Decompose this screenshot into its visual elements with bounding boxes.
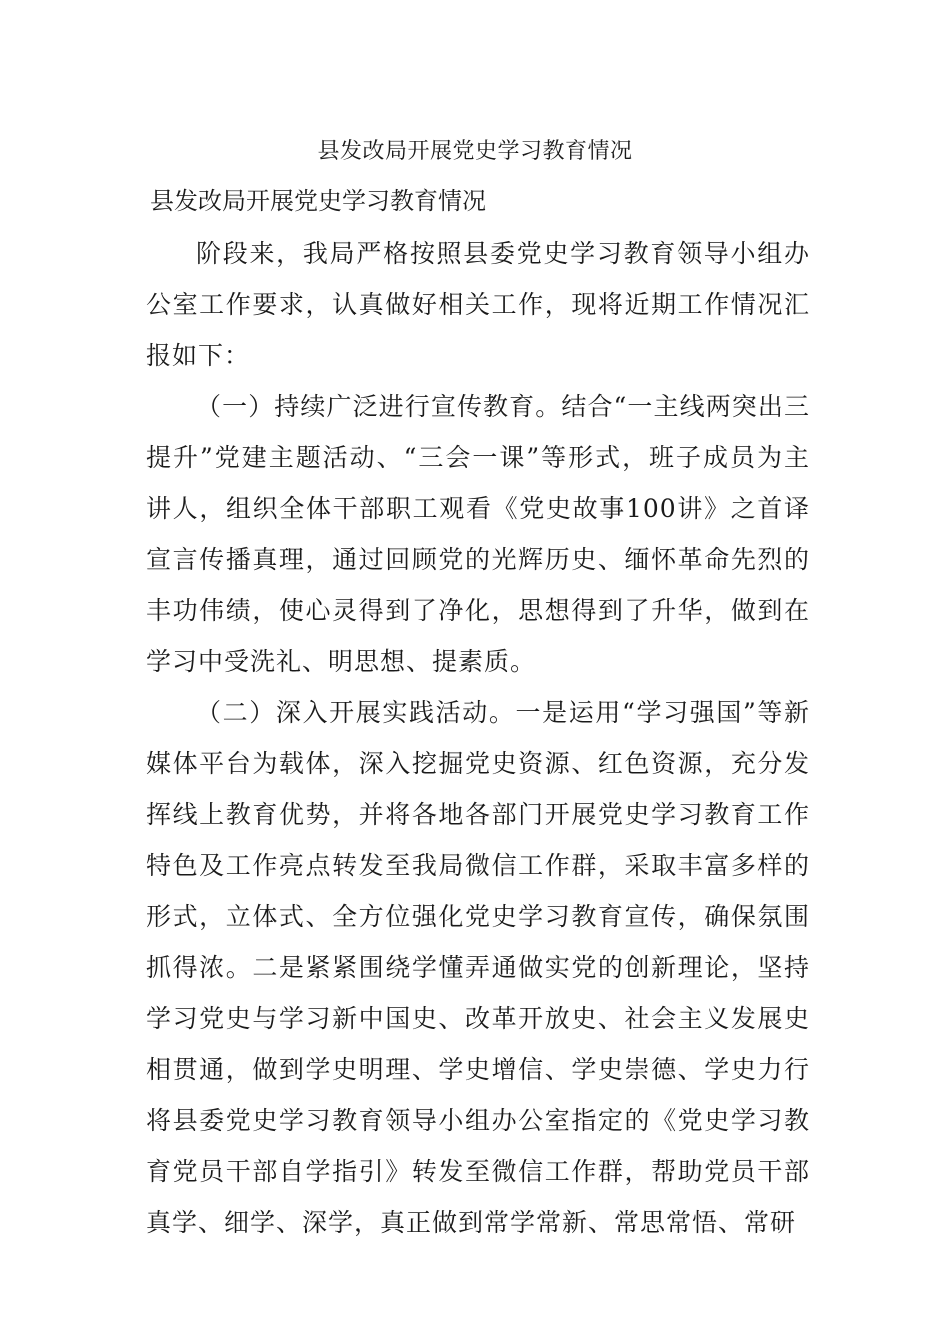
document-subtitle: 县发改局开展党史学习教育情况 — [150, 187, 486, 215]
document-body — [146, 228, 810, 1248]
paragraph-section-1: （一）持续广泛进行宣传教育。结合“一主线两突出三提升”党建主题活动、“三会一课”等形式，班子成员为主讲人，组织全体干部职工观看《党史故事100讲》之首译宣言传播真理，通过回顾党的光辉历史、缅怀革命先烈的丰功伟绩，使心灵得到了净化，思想得到了升华，做到在学习中受洗礼、明思想、提素质。 — [146, 392, 810, 676]
paragraph-section-2: （二）深入开展实践活动。一是运用“学习强国”等新媒体平台为载体，深入挖掘党史资源、红色资源，充分发挥线上教育优势，并将各地各部门开展党史学习教育工作特色及工作亮点转发至我局微信工作群，采取丰富多样的形式，立体式、全方位强化党史学习教育宣传，确保氛围抓得浓。二是紧紧围绕学懂弄通做实党的创新理论，坚持学习党史与学习新中国史、改革开放史、社会主义发展史相贯通，做到学史明理、学史增信、学史崇德、学史力行将县委党史学习教育领导小组办公室指定的《党史学习教育党员干部自学指引》转发至微信工作群，帮助党员干部真学、细学、深学，真正做到常学常新、常思常悟、常研 — [146, 698, 810, 1237]
document-title: 县发改局开展党史学习教育情况 — [317, 139, 633, 164]
paragraph-intro: 阶段来，我局严格按照县委党史学习教育领导小组办公室工作要求，认真做好相关工作，现将近期工作情况汇报如下： — [146, 239, 810, 370]
